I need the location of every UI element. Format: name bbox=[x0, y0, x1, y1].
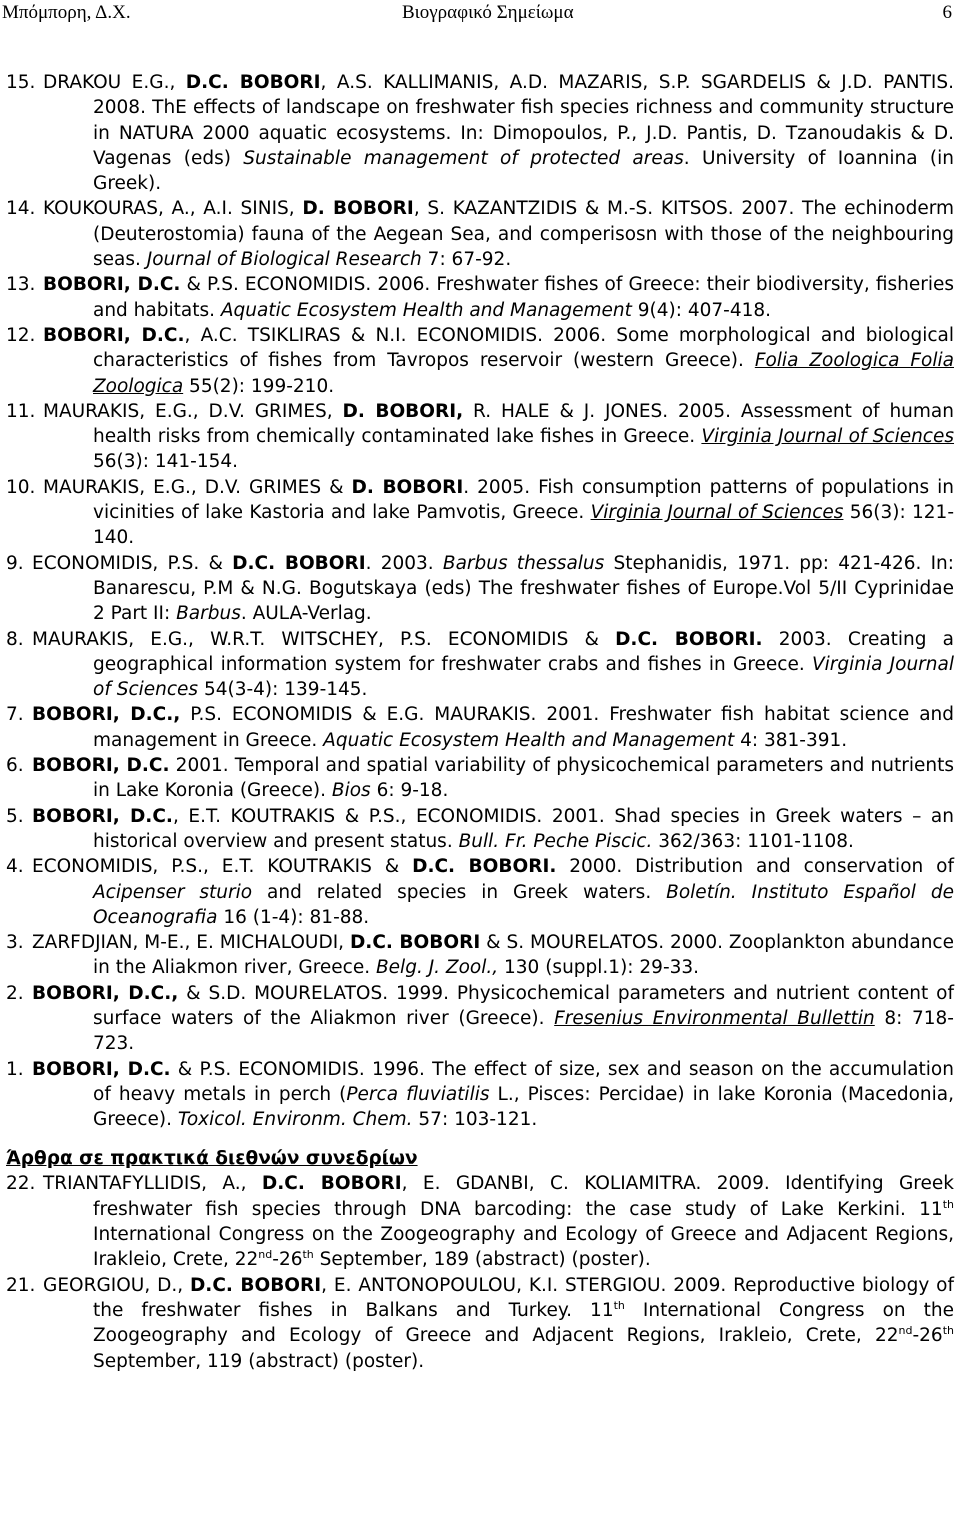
author-highlight: D.C. BOBORI bbox=[185, 72, 321, 93]
reference-text: ZARFDJIAN, M-E., E. MICHALOUDI, bbox=[32, 932, 350, 954]
header-author: Μπόμπορη, Δ.Χ. bbox=[2, 2, 131, 23]
reference-item bbox=[0, 1171, 960, 1272]
reference-text: TRIANTAFYLLIDIS, A., bbox=[43, 1173, 262, 1195]
italic-text: Boletín. Instituto Español de Oceanografia bbox=[93, 881, 955, 928]
reference-text: & S.D. MOURELATOS. 1999. Physicochemical parameters and nutrient content of surface waters of the Aliakmon river (Greece). bbox=[93, 982, 954, 1029]
italic-text: Bios bbox=[331, 780, 371, 802]
reference-text: . AULA-Verlag. bbox=[240, 603, 372, 625]
italic-text: Aquatic Ecosystem Health and Management bbox=[220, 299, 632, 321]
ordinal-suffix: th bbox=[942, 1324, 954, 1338]
ordinal-suffix: nd bbox=[258, 1248, 273, 1262]
reference-item bbox=[0, 1273, 960, 1374]
reference-text: 2000. Distribution and conservation of bbox=[556, 856, 954, 878]
reference-text: International Congress on the Zoogeography and Ecology of Greece and Adjacent Regions, Irakleio, Crete, 22 bbox=[93, 1299, 954, 1347]
reference-number: 8. bbox=[6, 628, 24, 650]
italic-text: Fresenius Environmental Bullettin bbox=[554, 1007, 875, 1029]
reference-item bbox=[0, 930, 960, 981]
document-body bbox=[0, 70, 960, 1374]
reference-number: 13. bbox=[6, 274, 36, 296]
ordinal-suffix: th bbox=[613, 1298, 625, 1312]
reference-text: 6: 9-18. bbox=[370, 780, 449, 802]
reference-text: P.S. ECONOMIDIS & E.G. MAURAKIS. 2001. Freshwater fish habitat science and management in Greece. bbox=[93, 704, 954, 751]
reference-text: L., Pisces: Percidae) in lake Koronia (Macedonia, Greece). bbox=[93, 1083, 954, 1131]
reference-number: 1. bbox=[6, 1058, 24, 1080]
reference-item bbox=[0, 475, 960, 551]
reference-item bbox=[0, 854, 960, 930]
reference-text: 130 (suppl.1): 29-33. bbox=[498, 957, 700, 979]
reference-text: MAURAKIS, E.G., D.V. GRIMES, bbox=[43, 400, 343, 422]
reference-text: . 2005. Fish consumption patterns of populations in vicinities of lake Kastoria and lake Pamvotis, Greece. bbox=[93, 476, 955, 524]
reference-text: & S. MOURELATOS. 2000. Zooplankton abundance in the Aliakmon river, Greece. bbox=[93, 932, 954, 979]
reference-text: , S. KAZANTZIDIS & M.-S. KITSOS. 2007. The echinoderm (Deuterostomia) fauna of the Aegean Sea, and comperisosn with those of the neighbouring seas. bbox=[93, 198, 955, 271]
reference-text: -26 bbox=[912, 1325, 943, 1347]
reference-text: 54(3-4): 139-145. bbox=[198, 679, 368, 701]
reference-item bbox=[0, 196, 960, 272]
italic-text: Acipenser sturio bbox=[93, 881, 253, 903]
reference-number: 22. bbox=[6, 1173, 36, 1195]
reference-text: , E.T. KOUTRAKIS & P.S., ECONOMIDIS. 2001. Shad species in Greek waters – an historical overview and present status. bbox=[93, 805, 954, 852]
reference-number: 11. bbox=[6, 400, 36, 422]
reference-number: 12. bbox=[6, 324, 36, 346]
reference-item bbox=[0, 399, 960, 475]
reference-text: ECONOMIDIS, P.S., E.T. KOUTRAKIS & bbox=[32, 856, 413, 878]
reference-number: 6. bbox=[6, 755, 24, 777]
reference-text: , E. GDANBI, C. KOLIAMITRA. 2009. Identifying Greek freshwater fish species through DNA barcoding: the case study of Lake Kerkini. 11 bbox=[93, 1173, 954, 1220]
italic-text: Barbus thessalus bbox=[442, 552, 605, 574]
italic-text: Barbus bbox=[176, 603, 241, 625]
reference-text: September, 189 (abstract) (poster). bbox=[313, 1249, 651, 1271]
reference-text: 56(3): 141-154. bbox=[93, 451, 239, 473]
reference-number: 15. bbox=[6, 72, 36, 93]
reference-text: and related species in Greek waters. bbox=[252, 881, 667, 903]
reference-item bbox=[0, 551, 960, 627]
reference-text: 2001. Temporal and spatial variability of physicochemical parameters and nutrients in Lake Koronia (Greece). bbox=[93, 755, 954, 802]
italic-text: Aquatic Ecosystem Health and Management bbox=[323, 729, 735, 751]
reference-text: 57: 103-121. bbox=[412, 1109, 538, 1131]
author-highlight: BOBORI, D.C., bbox=[32, 704, 181, 726]
reference-text: 2003. Creating a geographical information system for freshwater crabs and fishes in Greece. bbox=[93, 628, 955, 675]
reference-text: MAURAKIS, E.G., D.V. GRIMES & bbox=[43, 476, 352, 498]
italic-text: Sustainable management of protected areas bbox=[243, 147, 684, 169]
author-highlight: D. BOBORI bbox=[302, 198, 414, 220]
author-highlight: BOBORI, D.C. bbox=[32, 805, 173, 827]
author-highlight: D. BOBORI, bbox=[342, 400, 464, 422]
italic-text: Belg. J. Zool., bbox=[375, 957, 499, 979]
reference-text: 7: 67-92. bbox=[421, 249, 512, 271]
italic-text: Journal of Biological Research bbox=[146, 249, 422, 271]
author-highlight: BOBORI, D.C., bbox=[32, 982, 179, 1004]
italic-text: Toxicol. Environm. Chem. bbox=[177, 1109, 413, 1131]
section-title: Άρθρα σε πρακτικά διεθνών συνεδρίων bbox=[6, 1148, 418, 1170]
author-highlight: BOBORI, D.C. bbox=[43, 324, 185, 346]
author-highlight: D. BOBORI bbox=[351, 476, 464, 498]
reference-number: 10. bbox=[6, 476, 36, 498]
reference-number: 21. bbox=[6, 1274, 36, 1296]
reference-number: 14. bbox=[6, 198, 36, 220]
italic-text: Folia Zoologica Folia Zoologica bbox=[93, 350, 954, 397]
reference-number: 4. bbox=[6, 856, 24, 878]
italic-text: Bull. Fr. Peche Piscic. bbox=[458, 830, 653, 852]
author-highlight: BOBORI, D.C. bbox=[32, 755, 170, 777]
reference-number: 3. bbox=[6, 932, 24, 954]
reference-number: 7. bbox=[6, 704, 24, 726]
page-number: 6 bbox=[942, 2, 952, 23]
ordinal-suffix: th bbox=[302, 1248, 314, 1262]
journal-references bbox=[0, 70, 960, 1132]
reference-text: , E. ANTONOPOULOU, K.I. STERGIOU. 2009. Reproductive biology of the freshwater fishes in Balkans and Turkey. 11 bbox=[93, 1274, 955, 1321]
reference-text: GEORGIOU, D., bbox=[43, 1274, 190, 1296]
reference-text: ECONOMIDIS, P.S. & bbox=[32, 552, 233, 574]
reference-text: , A.C. TSIKLIRAS & N.I. ECONOMIDIS. 2006. Some morphological and biological characteristics of fishes from Tavropos reservoir (western Greece). bbox=[93, 324, 954, 372]
reference-text: Stephanidis, 1971. pp: 421-426. In: Banarescu, P.M & N.G. Bogutskaya (eds) The freshwater fishes of Europe.Vol 5/II Cyprinidae 2 Part II: bbox=[93, 552, 954, 625]
reference-item bbox=[0, 702, 960, 753]
reference-number: 5. bbox=[6, 805, 24, 827]
author-highlight: D.C. BOBORI bbox=[261, 1173, 402, 1195]
reference-text: DRAKOU E.G., bbox=[43, 72, 186, 93]
reference-text: 55(2): 199-210. bbox=[183, 375, 335, 397]
reference-text: 4: 381-391. bbox=[734, 729, 848, 751]
reference-text: -26 bbox=[272, 1249, 303, 1271]
reference-text: MAURAKIS, E.G., W.R.T. WITSCHEY, P.S. ECONOMIDIS & bbox=[32, 628, 616, 650]
reference-text: . University of Ioannina (in Greek). bbox=[93, 147, 954, 195]
reference-text: 56(3): 121-140. bbox=[93, 502, 954, 549]
italic-text: Virginia Journal of Sciences bbox=[93, 653, 954, 701]
ordinal-suffix: nd bbox=[898, 1324, 913, 1338]
header-title: Βιογραφικό Σημείωμα bbox=[402, 2, 574, 23]
reference-text: 16 (1-4): 81-88. bbox=[217, 906, 370, 928]
reference-text: KOUKOURAS, A., A.I. SINIS, bbox=[43, 198, 303, 220]
reference-number: 9. bbox=[6, 552, 24, 574]
reference-text: 9(4): 407-418. bbox=[631, 299, 772, 321]
reference-item bbox=[0, 627, 960, 703]
reference-item bbox=[0, 753, 960, 804]
reference-item bbox=[0, 981, 960, 1057]
reference-text: 8: 718-723. bbox=[93, 1007, 954, 1055]
author-highlight: D.C. BOBORI bbox=[189, 1274, 322, 1296]
reference-text: . 2003. bbox=[365, 552, 443, 574]
reference-item bbox=[0, 1057, 960, 1133]
author-highlight: D.C. BOBORI bbox=[232, 552, 366, 574]
reference-text: R. HALE & J. JONES. 2005. Assessment of human health risks from chemically contaminated lake fishes in Greece. bbox=[93, 400, 954, 448]
reference-text: 362/363: 1101-1108. bbox=[652, 830, 854, 852]
author-highlight: BOBORI, D.C. bbox=[32, 1058, 171, 1080]
reference-number: 2. bbox=[6, 982, 24, 1004]
author-highlight: D.C. BOBORI. bbox=[615, 628, 763, 650]
reference-item bbox=[0, 323, 960, 399]
author-highlight: BOBORI, D.C. bbox=[43, 274, 181, 296]
reference-text: & P.S. ECONOMIDIS. 1996. The effect of size, sex and season on the accumulation of heavy metals in perch ( bbox=[93, 1058, 954, 1105]
italic-text: Virginia Journal of Sciences bbox=[590, 502, 844, 524]
reference-text: International Congress on the Zoogeography and Ecology of Greece and Adjacent Regions, Irakleio, Crete, 22 bbox=[93, 1224, 954, 1271]
reference-text: , A.S. KALLIMANIS, A.D. MAZARIS, S.P. SGARDELIS & J.D. PANTIS. 2008. ThE effects of landscape on freshwater fish species richness and community structure in NATURA 2000 aquatic ecosystems. In: Dimopoulos, P., J.D. Pantis, D. Tzanoudakis & D. Vagenas (eds) bbox=[93, 72, 954, 169]
page-header bbox=[0, 2, 960, 28]
author-highlight: D.C. BOBORI bbox=[349, 932, 481, 954]
reference-text: & P.S. ECONOMIDIS. 2006. Freshwater fishes of Greece: their biodiversity, fisheries and habitats. bbox=[93, 274, 954, 321]
reference-item bbox=[0, 804, 960, 855]
reference-text: September, 119 (abstract) (poster). bbox=[93, 1350, 425, 1372]
reference-item bbox=[0, 70, 960, 196]
ordinal-suffix: th bbox=[942, 1197, 954, 1211]
italic-text: Virginia Journal of Sciences bbox=[701, 426, 955, 448]
italic-text: Perca fluviatilis bbox=[346, 1083, 490, 1105]
reference-item bbox=[0, 272, 960, 323]
conference-references bbox=[0, 1171, 960, 1373]
author-highlight: D.C. BOBORI. bbox=[412, 856, 557, 878]
